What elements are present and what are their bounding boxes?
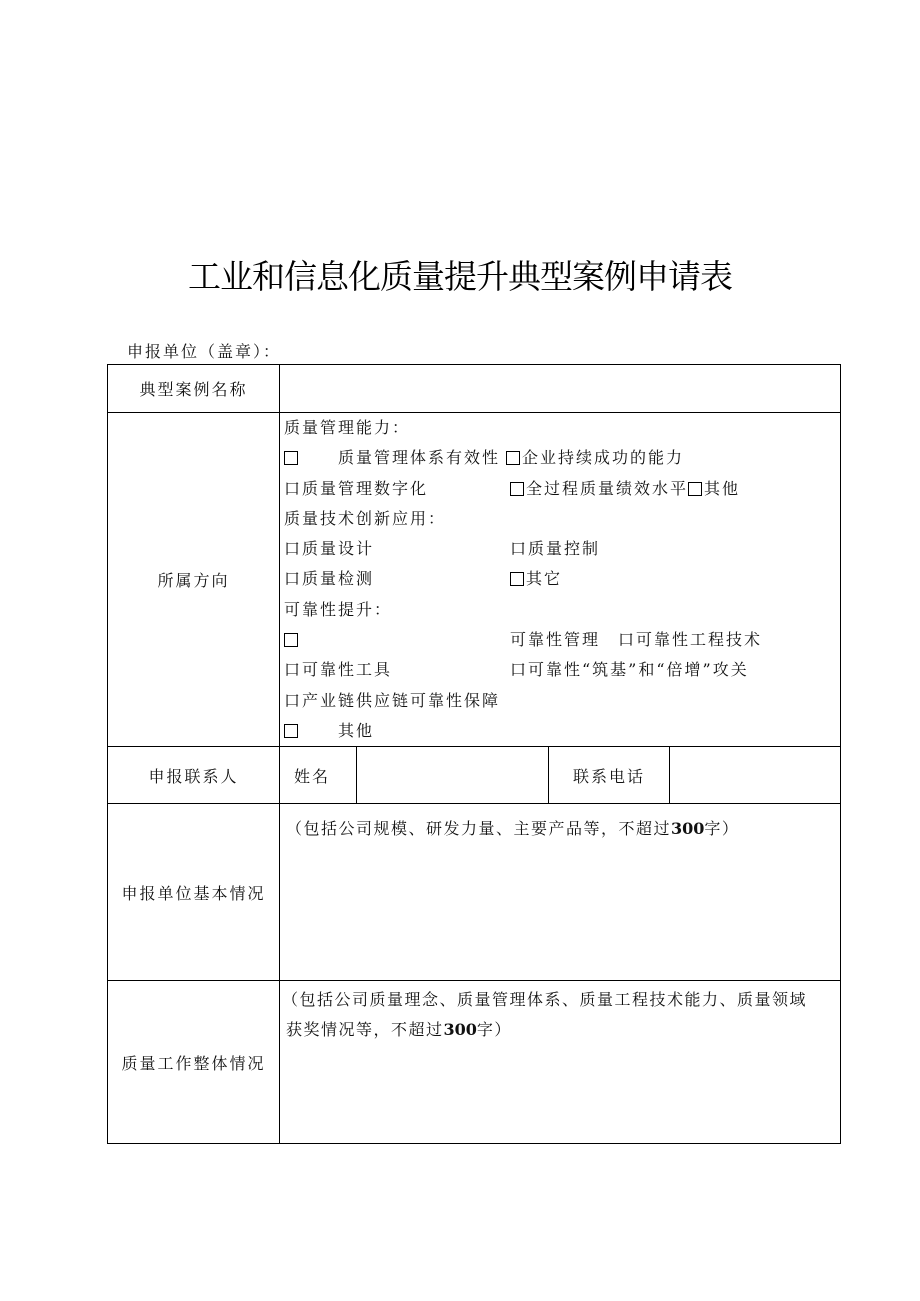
basic-info-note-text: （包括公司规模、研发力量、主要产品等，不超过 — [286, 819, 672, 839]
option-sustained-success: 企业持续成功的能力 — [522, 448, 685, 468]
option-supply-chain-reliability[interactable]: 口产业链供应链可靠性保障 — [284, 690, 501, 710]
phone-field[interactable] — [670, 747, 841, 804]
direction-row — [108, 413, 841, 747]
option-reliability-management: 可靠性管理 — [510, 630, 601, 650]
basic-info-note-suffix: 字） — [704, 819, 740, 839]
quality-work-note-line1: （包括公司质量理念、质量管理体系、质量工程技术能力、质量领域 — [282, 990, 808, 1010]
basic-info-label: 申报单位基本情况 — [108, 804, 280, 981]
quality-work-row — [108, 981, 841, 1144]
option-reliability-tools[interactable]: 口可靠性工具 — [284, 660, 393, 680]
checkbox-box-icon — [510, 482, 524, 496]
name-field[interactable] — [357, 747, 549, 804]
contact-label: 申报联系人 — [108, 747, 280, 804]
option-cat3-other: 其他 — [338, 720, 375, 740]
name-label: 姓名 — [280, 747, 357, 804]
case-name-label: 典型案例名称 — [108, 365, 280, 413]
option-process-performance: 全过程质量绩效水平 — [526, 478, 689, 498]
option-quality-digitalization[interactable]: 口质量管理数字化 — [284, 478, 429, 498]
applicant-unit-label: 申报单位（盖章）： — [127, 342, 282, 361]
phone-label: 联系电话 — [549, 747, 670, 804]
checkbox-cat2-other[interactable] — [510, 564, 562, 594]
quality-work-note-line2 — [286, 1015, 840, 1045]
direction-label: 所属方向 — [108, 413, 280, 747]
checkbox-box-icon — [510, 572, 524, 586]
checkbox-sustained-success[interactable] — [506, 443, 684, 473]
checkbox-box-icon — [284, 451, 298, 465]
category-quality-tech: 质量技术创新应用： — [284, 508, 447, 528]
quality-work-note-limit: 300 — [443, 1020, 477, 1040]
checkbox-qms-effectiveness[interactable] — [284, 443, 300, 473]
quality-work-note-suffix: 字） — [476, 1020, 512, 1040]
page-title: 工业和信息化质量提升典型案例申请表 — [188, 257, 732, 296]
checkbox-reliability-management[interactable] — [284, 625, 300, 655]
quality-work-label: 质量工作整体情况 — [108, 981, 280, 1144]
option-quality-testing[interactable]: 口质量检测 — [284, 569, 375, 589]
option-quality-control[interactable]: 口质量控制 — [510, 539, 601, 559]
option-cat1-other: 其他 — [704, 478, 741, 498]
case-name-row — [108, 365, 841, 413]
checkbox-box-icon — [284, 633, 298, 647]
category-reliability: 可靠性提升： — [284, 599, 393, 619]
checkbox-cat3-other[interactable] — [284, 716, 300, 746]
option-cat2-other: 其它 — [526, 569, 563, 589]
basic-info-field[interactable] — [280, 804, 841, 981]
checkbox-box-icon — [506, 451, 520, 465]
contact-row — [108, 747, 841, 804]
quality-work-field[interactable] — [280, 981, 841, 1144]
checkbox-process-performance[interactable] — [510, 474, 740, 504]
basic-info-row — [108, 804, 841, 981]
option-reliability-engineering[interactable]: 口可靠性工程技术 — [618, 630, 763, 650]
basic-info-note-limit: 300 — [671, 819, 705, 839]
application-form-table — [107, 364, 841, 1144]
option-qms-effectiveness: 质量管理体系有效性 — [338, 448, 501, 468]
basic-info-note — [286, 819, 739, 838]
checkbox-box-icon — [688, 482, 702, 496]
case-name-field[interactable] — [280, 365, 841, 413]
quality-work-note-text: 获奖情况等，不超过 — [286, 1020, 444, 1040]
category-quality-management: 质量管理能力： — [284, 418, 411, 437]
option-reliability-foundation[interactable]: 口可靠性“筑基”和“倍增”攻关 — [510, 660, 749, 680]
checkbox-box-icon — [284, 724, 298, 738]
direction-options — [280, 413, 841, 747]
option-quality-design[interactable]: 口质量设计 — [284, 539, 375, 559]
